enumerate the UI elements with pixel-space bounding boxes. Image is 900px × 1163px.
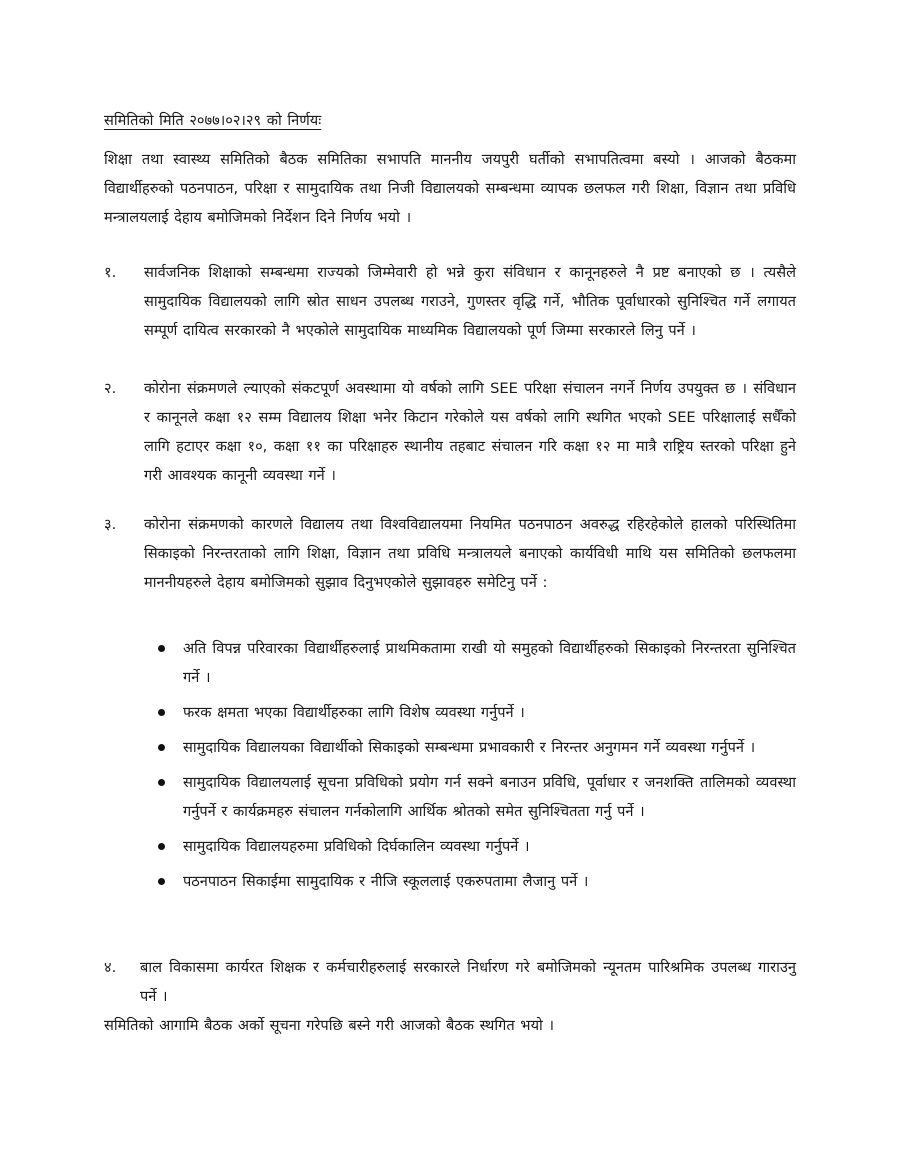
closing-paragraph: समितिको आगामि बैठक अर्को सूचना गरेपछि बस्ने गरी आजको बैठक स्थगित भयो । <box>104 1017 554 1034</box>
suggestion-text: अति विपन्न परिवारका विद्यार्थीहरुलाई प्राथमिकतामा राखी यो समुहको विद्यार्थीहरुको सिकाइको निरन्तरता सुनिश्चित गर्ने । <box>183 640 796 686</box>
decision-item-2 <box>104 374 796 490</box>
item-number: २. <box>104 380 117 397</box>
suggestion-text: पठनपाठन सिकाईमा सामुदायिक र नीजि स्कूललाई एकरुपतामा लैजानु पर्ने । <box>183 873 589 890</box>
suggestion-item <box>155 832 796 861</box>
suggestion-item <box>155 768 796 826</box>
bullet-icon <box>158 709 165 716</box>
document-heading: समितिको मिति २०७७।०२।२९ को निर्णयः <box>104 112 322 129</box>
suggestion-item <box>155 733 796 762</box>
item-number: ४. <box>104 959 117 976</box>
item-number: १. <box>104 264 117 281</box>
item-text: कोरोना संक्रमणको कारणले विद्यालय तथा विश्वविद्यालयमा नियमित पठनपाठन अवरुद्ध रहिरहेकोले हालको परिस्थितिमा सिकाइको निरन्तरताको लागि शिक्षा, विज्ञान तथा प्रविधि मन्त्रालयले बनाएको कार्यविधी माथि यस समितिको छलफलमा माननीयहरुले देहाय बमोजिमको सुझाव दिनुभएकोले सुझावहरु समेटिनु पर्ने : <box>144 516 796 591</box>
bullet-icon <box>158 878 165 885</box>
suggestion-text: सामुदायिक विद्यालयलाई सूचना प्रविधिको प्रयोग गर्न सक्ने बनाउन प्रविधि, पूर्वाधार र जनशक्ति तालिमको व्यवस्था गर्नुपर्ने र कार्यक्रमहरु संचालन गर्नकोलागि आर्थिक श्रोतको समेत सुनिश्चितता गर्नु पर्ने । <box>183 774 796 820</box>
suggestion-list <box>155 634 796 902</box>
item-text: सार्वजनिक शिक्षाको सम्बन्धमा राज्यको जिम्मेवारी हो भन्ने कुरा संविधान र कानूनहरुले नै प्रष्ट बनाएको छ । त्यसैले सामुदायिक विद्यालयको लागि स्रोत साधन उपलब्ध गराउने, गुणस्तर वृद्धि गर्ने, भौतिक पूर्वाधारको सुनिश्चित गर्ने लगायत सम्पूर्ण दायित्व सरकारको नै भएकोले सामुदायिक माध्यमिक विद्यालयको पूर्ण जिम्मा सरकारले लिनु पर्ने । <box>144 264 796 339</box>
item-number: ३. <box>104 516 117 533</box>
bullet-icon <box>158 843 165 850</box>
decision-item-3 <box>104 510 796 597</box>
suggestion-text: फरक क्षमता भएका विद्यार्थीहरुका लागि विशेष व्यवस्था गर्नुपर्ने । <box>183 704 525 721</box>
bullet-icon <box>158 779 165 786</box>
bullet-icon <box>158 645 165 652</box>
decision-item-1 <box>104 258 796 345</box>
suggestion-item <box>155 634 796 692</box>
suggestion-text: सामुदायिक विद्यालयका विद्यार्थीको सिकाइको सम्बन्धमा प्रभावकारी र निरन्तर अनुगमन गर्ने व्यवस्था गर्नुपर्ने । <box>183 739 756 756</box>
suggestion-text: सामुदायिक विद्यालयहरुमा प्रविधिको दिर्घकालिन व्यवस्था गर्नुपर्ने । <box>183 838 530 855</box>
intro-paragraph: शिक्षा तथा स्वास्थ्य समितिको बैठक समितिका सभापति माननीय जयपुरी घर्तीको सभापतित्वमा बस्यो । आजको बैठकमा विद्यार्थीहरुको पठनपाठन, परिक्षा र सामुदायिक तथा निजी विद्यालयको सम्बन्धमा व्यापक छलफल गरी शिक्षा, विज्ञान तथा प्रविधि मन्त्रालयलाई देहाय बमोजिमको निर्देशन दिने निर्णय भयो । <box>104 151 796 226</box>
suggestion-item <box>155 867 796 896</box>
bullet-icon <box>158 744 165 751</box>
item-text: कोरोना संक्रमणले ल्याएको संकटपूर्ण अवस्थामा यो वर्षको लागि SEE परिक्षा संचालन नगर्ने निर्णय उपयुक्त छ । संविधान र कानूनले कक्षा १२ सम्म विद्यालय शिक्षा भनेर किटान गरेकोले यस वर्षको लागि स्थगित भएको SEE परिक्षालाई सधैँको लागि हटाएर कक्षा १०, कक्षा ११ का परिक्षाहरु स्थानीय तहबाट संचालन गरि कक्षा १२ मा मात्रै राष्ट्रिय स्तरको परिक्षा हुने गरी आवश्यक कानूनी व्यवस्था गर्ने । <box>144 380 796 484</box>
suggestion-item <box>155 698 796 727</box>
decision-item-4 <box>104 953 796 1011</box>
item-text: बाल विकासमा कार्यरत शिक्षक र कर्मचारीहरुलाई सरकारले निर्धारण गरे बमोजिमको न्यूनतम पारिश्रमिक उपलब्ध गाराउनु पर्ने । <box>140 959 796 1005</box>
